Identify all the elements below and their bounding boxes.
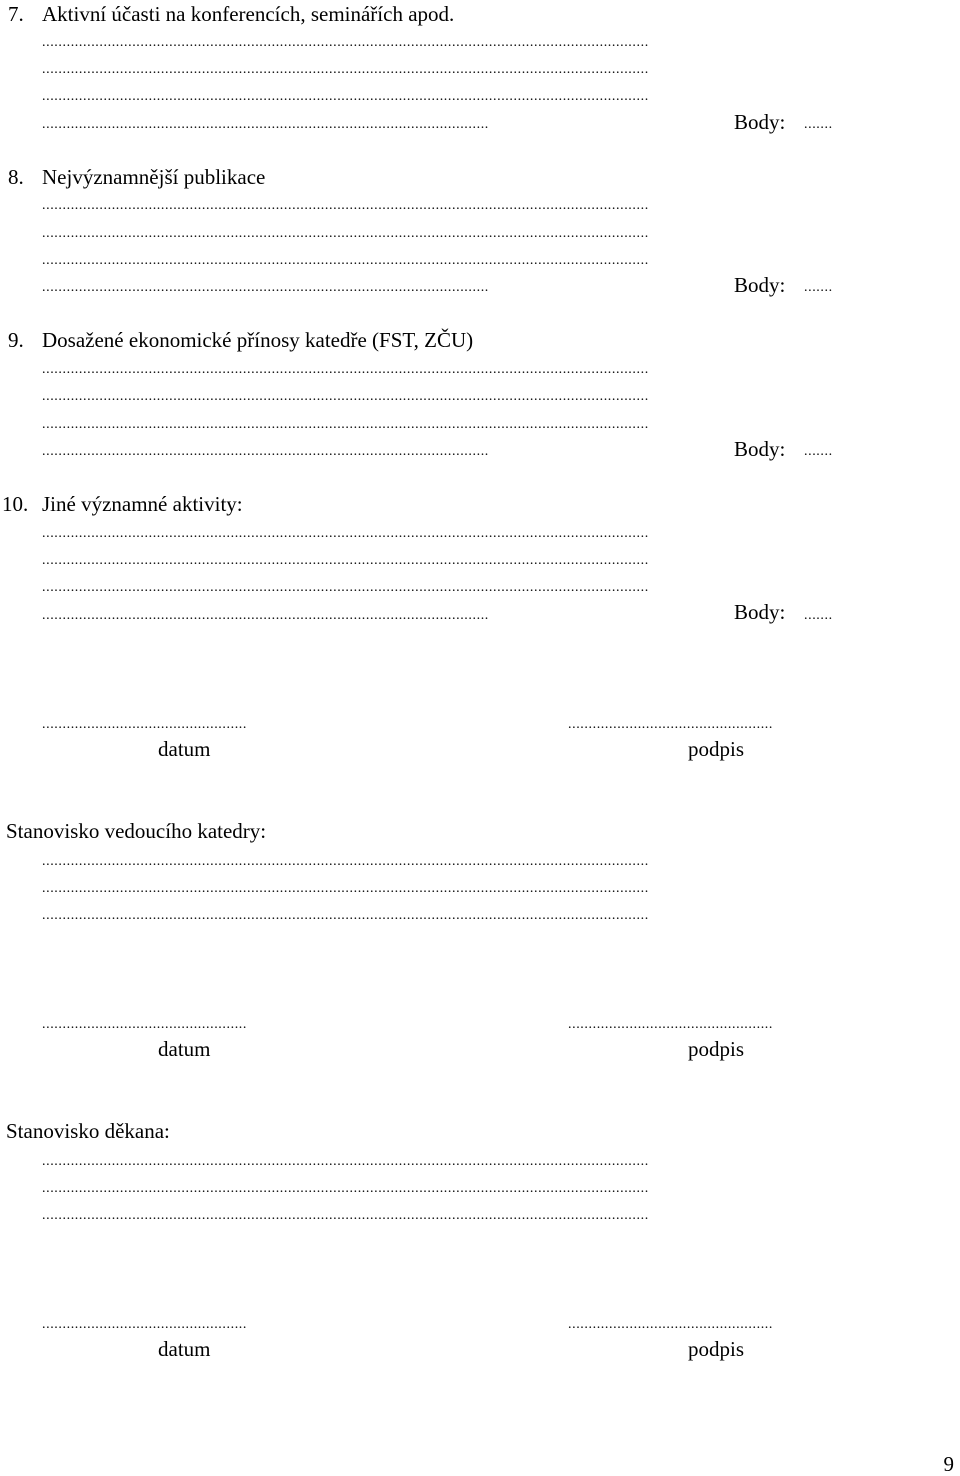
section-7-line-2[interactable]: .................................................................................................................................................... xyxy=(42,63,649,77)
section-7-line-1[interactable]: .................................................................................................................................................... xyxy=(42,36,649,50)
section-9-line-1[interactable]: .................................................................................................................................................... xyxy=(42,363,649,377)
section-8-line-3[interactable]: .................................................................................................................................................... xyxy=(42,254,649,268)
section-7-title: Aktivní účasti na konferencích, seminářích apod. xyxy=(42,2,455,26)
section-10-line-1[interactable]: .................................................................................................................................................... xyxy=(42,527,649,541)
section-9-line-2[interactable]: .................................................................................................................................................... xyxy=(42,390,649,404)
section-10-score-field[interactable]: ....... xyxy=(804,609,833,623)
signature-2-sign-label: podpis xyxy=(688,1037,745,1061)
head-opinion-line-3[interactable]: .................................................................................................................................................... xyxy=(42,909,649,923)
section-7-score-label: Body: xyxy=(734,110,786,134)
signature-1-date-field[interactable]: .................................................. xyxy=(42,718,247,732)
section-8-line-4[interactable]: ............................................................................................................. xyxy=(42,281,489,295)
dean-opinion-line-1[interactable]: .................................................................................................................................................... xyxy=(42,1155,649,1169)
section-7-line-4[interactable]: ............................................................................................................. xyxy=(42,118,489,132)
section-8-number: 8. xyxy=(8,165,24,189)
section-9-score-field[interactable]: ....... xyxy=(804,445,833,459)
head-opinion-line-1[interactable]: .................................................................................................................................................... xyxy=(42,855,649,869)
signature-2-sign-field[interactable]: .................................................. xyxy=(568,1018,773,1032)
section-9-number: 9. xyxy=(8,328,24,352)
section-10-line-4[interactable]: ............................................................................................................. xyxy=(42,609,489,623)
section-8-score-label: Body: xyxy=(734,273,786,297)
signature-1-sign-label: podpis xyxy=(688,737,745,761)
signature-3-date-label: datum xyxy=(158,1337,211,1361)
section-9-line-3[interactable]: .................................................................................................................................................... xyxy=(42,418,649,432)
section-7-score-field[interactable]: ....... xyxy=(804,118,833,132)
section-9-line-4[interactable]: ............................................................................................................. xyxy=(42,445,489,459)
section-7-number: 7. xyxy=(8,2,24,26)
section-10-title: Jiné významné aktivity: xyxy=(42,492,243,516)
head-opinion-line-2[interactable]: .................................................................................................................................................... xyxy=(42,882,649,896)
dean-opinion-title: Stanovisko děkana: xyxy=(6,1119,170,1143)
page-number: 9 xyxy=(943,1452,954,1476)
dean-opinion-line-2[interactable]: .................................................................................................................................................... xyxy=(42,1182,649,1196)
section-10-line-3[interactable]: .................................................................................................................................................... xyxy=(42,581,649,595)
signature-1-sign-field[interactable]: .................................................. xyxy=(568,718,773,732)
section-8-line-2[interactable]: .................................................................................................................................................... xyxy=(42,227,649,241)
section-10-score-label: Body: xyxy=(734,600,786,624)
section-8-line-1[interactable]: .................................................................................................................................................... xyxy=(42,199,649,213)
signature-3-date-field[interactable]: .................................................. xyxy=(42,1318,247,1332)
signature-3-sign-field[interactable]: .................................................. xyxy=(568,1318,773,1332)
signature-1-date-label: datum xyxy=(158,737,211,761)
head-opinion-title: Stanovisko vedoucího katedry: xyxy=(6,819,267,843)
section-7-line-3[interactable]: .................................................................................................................................................... xyxy=(42,90,649,104)
section-9-title: Dosažené ekonomické přínosy katedře (FST, ZČU) xyxy=(42,328,474,352)
section-10-number: 10. xyxy=(2,492,29,516)
signature-2-date-field[interactable]: .................................................. xyxy=(42,1018,247,1032)
section-8-score-field[interactable]: ....... xyxy=(804,281,833,295)
signature-2-date-label: datum xyxy=(158,1037,211,1061)
section-10-line-2[interactable]: .................................................................................................................................................... xyxy=(42,554,649,568)
signature-3-sign-label: podpis xyxy=(688,1337,745,1361)
section-9-score-label: Body: xyxy=(734,437,786,461)
dean-opinion-line-3[interactable]: .................................................................................................................................................... xyxy=(42,1209,649,1223)
section-8-title: Nejvýznamnější publikace xyxy=(42,165,266,189)
